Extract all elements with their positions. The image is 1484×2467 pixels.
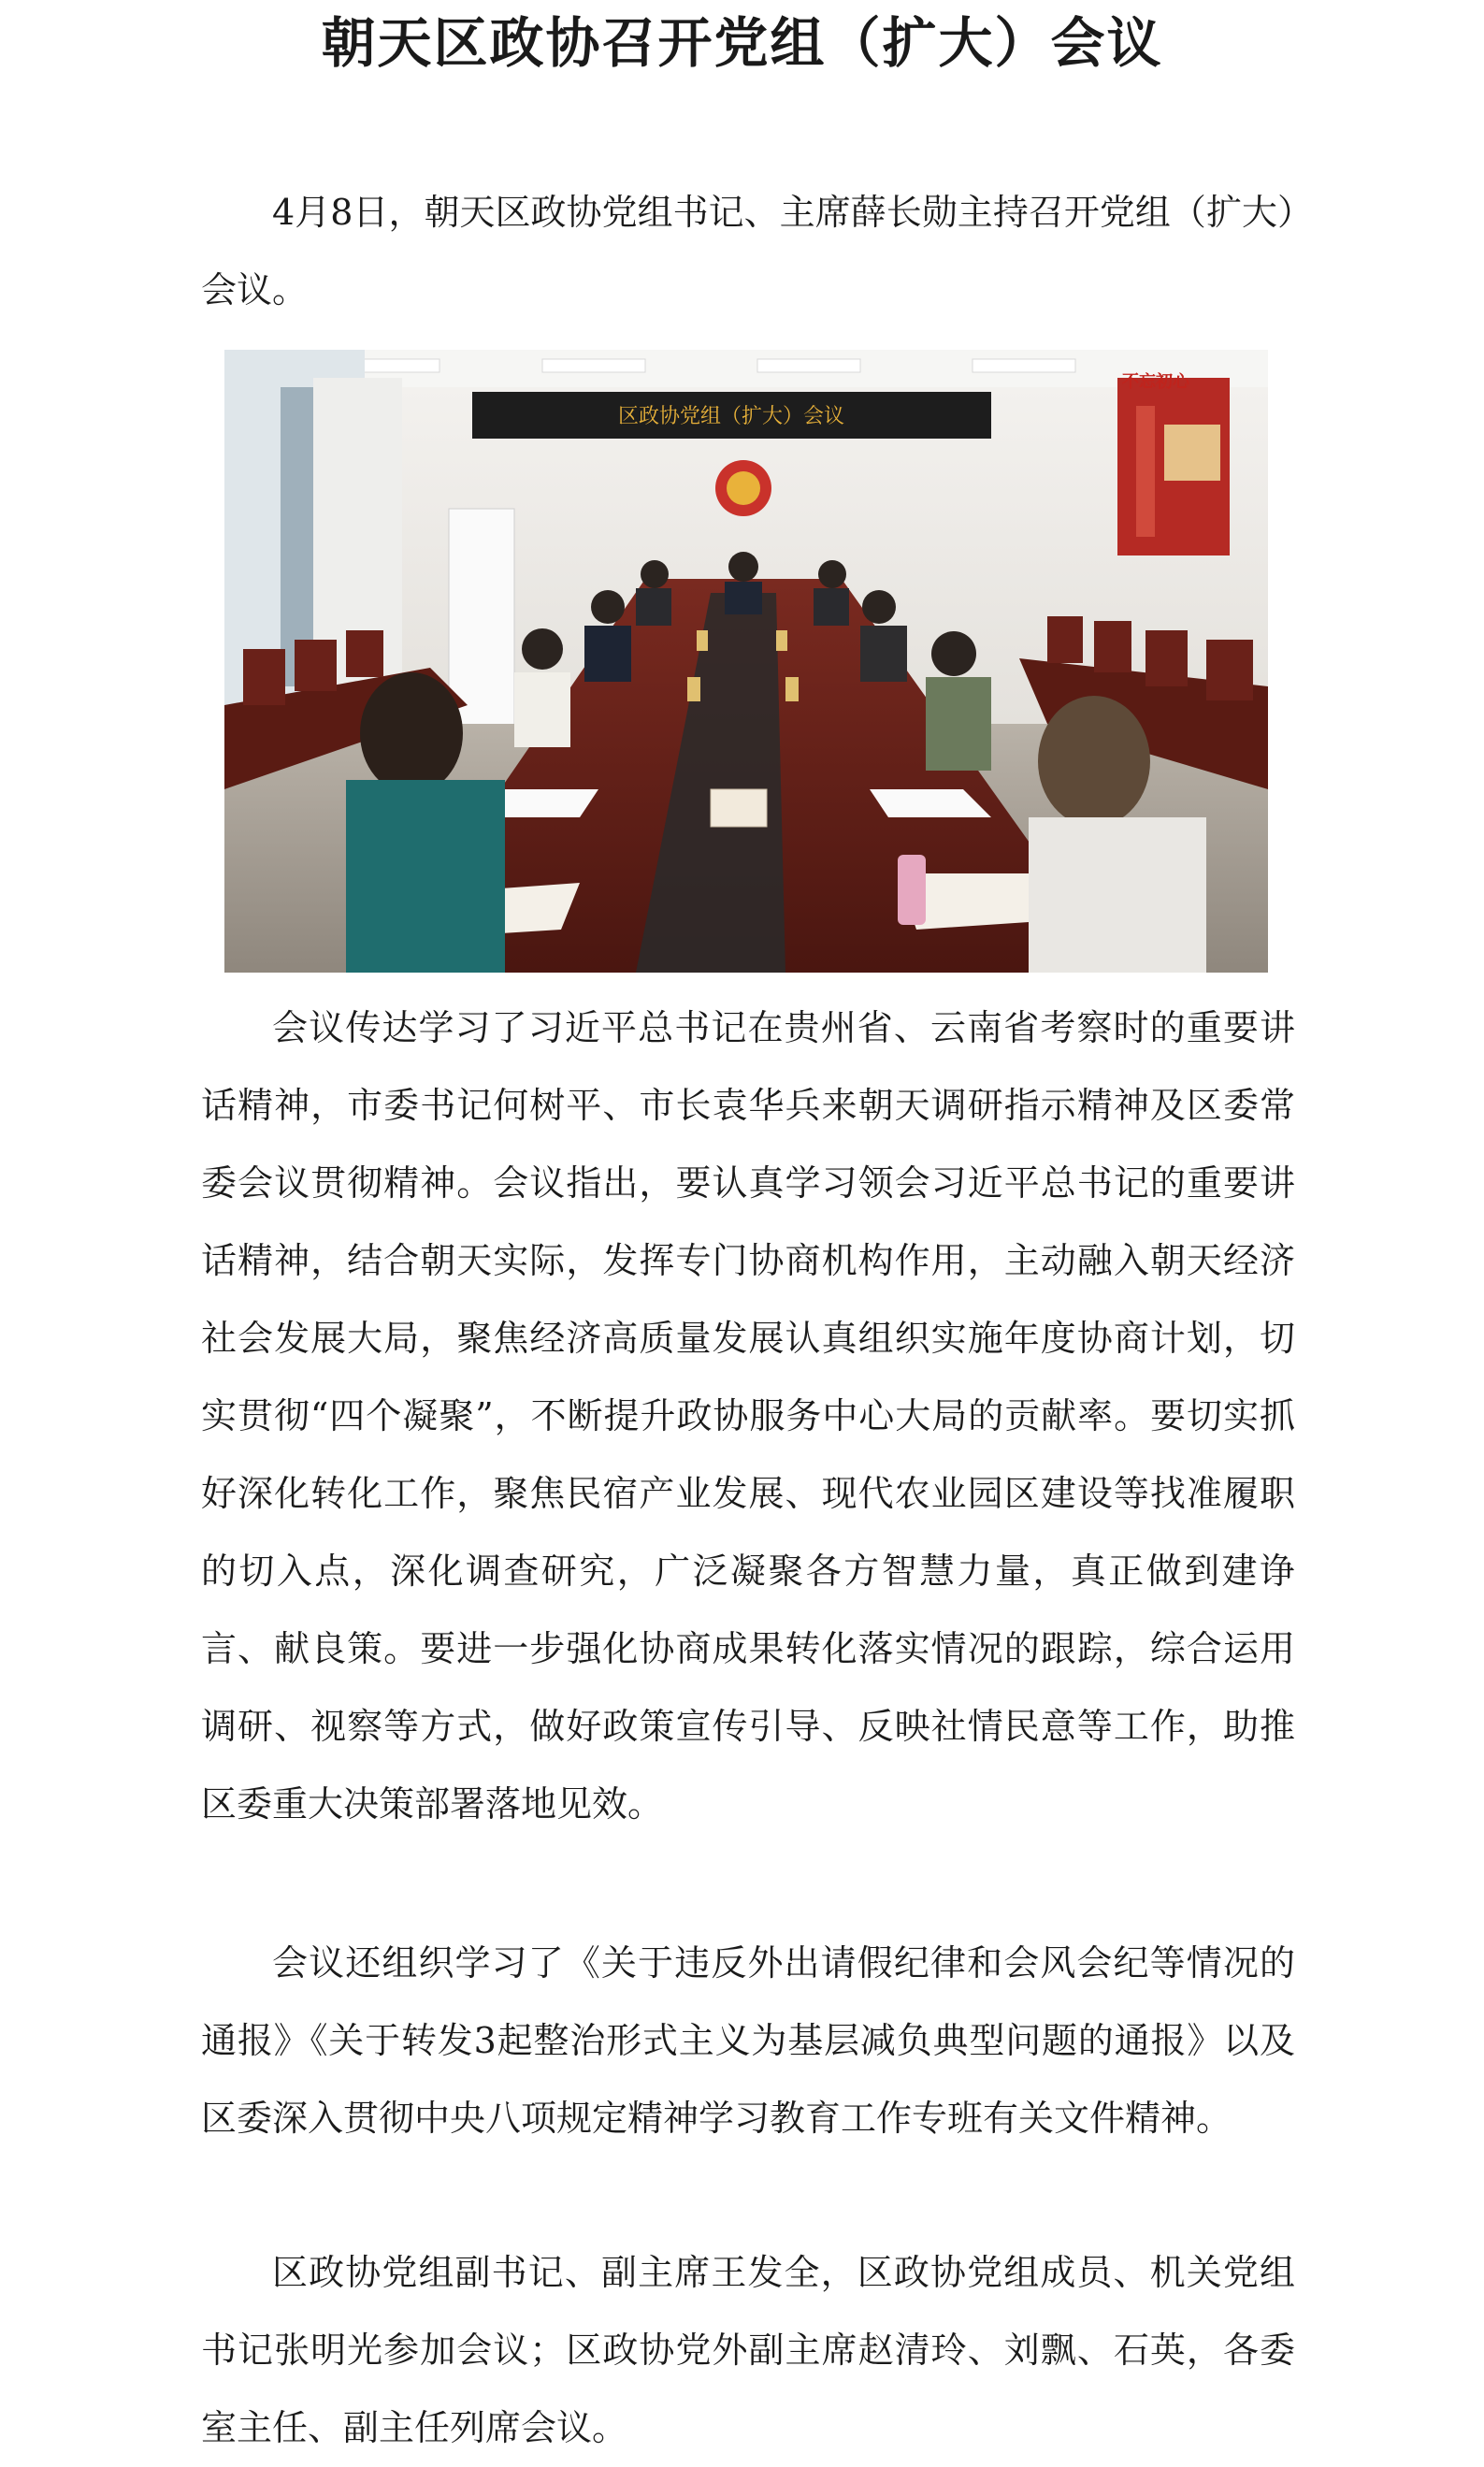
banner-text: 区政协党组（扩大）会议 xyxy=(617,405,845,428)
paragraph-attendees: 区政协党组副书记、副主席王发全，区政协党组成员、机关党组书记张明光参加会议；区政协党外副主席赵清玲、刘飘、石英，各委室主任、副主任列席会议。 xyxy=(201,2252,1295,2448)
paragraph-study-documents: 会议还组织学习了《关于违反外出请假纪律和会风会纪等情况的通报》《关于转发3起整治形式主义为基层减负典型问题的通报》以及区委深入贯彻中央八项规定精神学习教育工作专班有关文件精神。 xyxy=(201,1942,1295,2139)
meeting-photo-illustration xyxy=(224,350,1268,973)
meeting-photo xyxy=(224,350,1268,973)
paragraph-meeting-content: 会议传达学习了习近平总书记在贵州省、云南省考察时的重要讲话精神，市委书记何树平、市长袁华兵来朝天调研指示精神及区委常委会议贯彻精神。会议指出，要认真学习领会习近平总书记的重要讲话精神，结合朝天实际，发挥专门协商机构作用，主动融入朝天经济社会发展大局，聚焦经济高质量发展认真组织实施年度协商计划，切实贯彻“四个凝聚”，不断提升政协服务中心大局的贡献率。要切实抓好深化转化工作，聚焦民宿产业发展、现代农业园区建设等找准履职的切入点，深化调查研究，广泛凝聚各方智慧力量，真正做到建诤言、献良策。要进一步强化协商成果转化落实情况的跟踪，综合运用调研、视察等方式，做好政策宣传引导、反映社情民意等工作，助推区委重大决策部署落地见效。 xyxy=(201,1007,1295,1825)
paragraph-intro: 4月8日，朝天区政协党组书记、主席薛长勋主持召开党组（扩大）会议。 xyxy=(201,192,1295,310)
wall-slogan: 不忘初心 xyxy=(1122,372,1189,392)
article-title: 朝天区政协召开党组（扩大）会议 xyxy=(321,11,1163,75)
